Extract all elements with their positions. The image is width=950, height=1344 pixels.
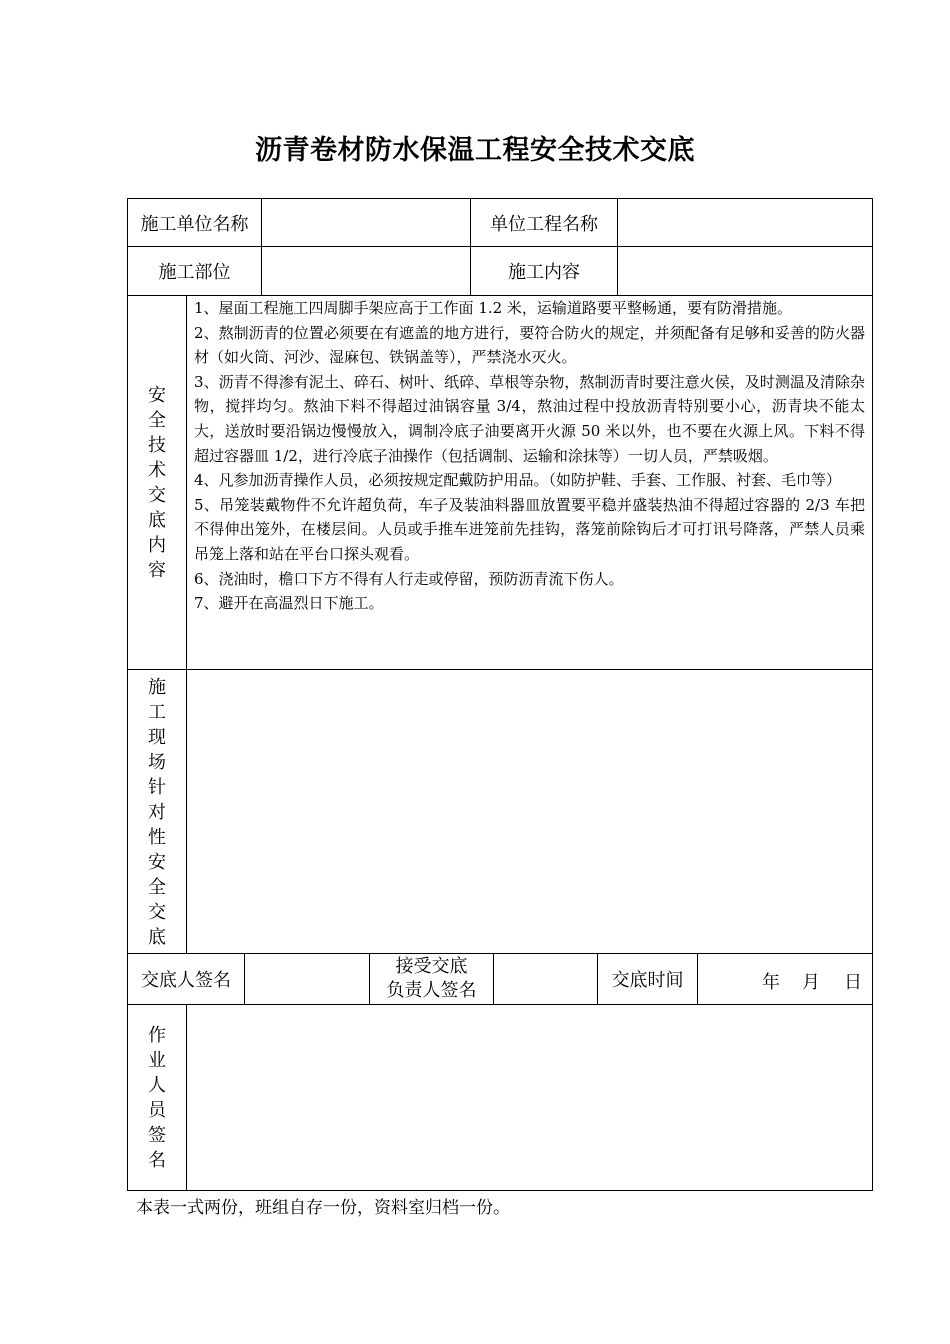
unit-name-field[interactable] (262, 199, 470, 246)
safety-item: 6、浇油时，檐口下方不得有人行走或停留，预防沥青流下伤人。 (194, 569, 624, 588)
date-day: 日 (844, 972, 862, 993)
site-safety-field[interactable] (187, 670, 872, 953)
giver-signature-label: 交底人签名 (141, 970, 231, 991)
project-name-field[interactable] (618, 199, 872, 246)
handover-date-field[interactable] (762, 968, 862, 994)
handover-time-label: 交底时间 (611, 970, 684, 991)
receiver-signature-label (370, 954, 493, 1004)
safety-item: 7、避开在高温烈日下施工。 (194, 594, 384, 613)
document-title: 沥青卷材防水保温工程安全技术交底 (255, 135, 695, 166)
project-name-label: 单位工程名称 (490, 213, 598, 235)
construction-content-field[interactable] (618, 247, 872, 295)
safety-item: 2、熬制沥青的位置必须要在有遮盖的地方进行，要符合防火的规定，并须配备有足够和妥善的防火器材（如火筒、河沙、湿麻包、铁锅盖等），严禁浇水灭火。 (194, 323, 865, 367)
safety-item: 5、吊笼装戴物件不允许超负荷，车子及装油料器皿放置要平稳并盛装热油不得超过容器的 2/3 车把不得伸出笼外，在楼层间。人员或手推车进笼前先挂钩，落笼前除钩后才可打讯号降落，严禁人员乘吊笼上落和站在平台口探头观看。 (194, 495, 865, 563)
site-safety-label: 施工现场针对性安全交底 (148, 676, 166, 948)
safety-content-label: 安全技术交底内容 (148, 384, 166, 581)
footer-note: 本表一式两份，班组自存一份，资料室归档一份。 (136, 1198, 510, 1218)
receiver-signature-field[interactable] (494, 954, 597, 1004)
unit-name-label: 施工单位名称 (140, 213, 249, 235)
col-divider (697, 953, 698, 1004)
workers-signature-field[interactable] (187, 1005, 872, 1190)
date-year: 年 (762, 972, 780, 993)
safety-item: 3、沥青不得渗有泥土、碎石、树叶、纸碎、草根等杂物，熬制沥青时要注意火侯，及时测温及清除杂物，搅拌均匀。熬油下料不得超过油锅容量 3/4，熬油过程中投放沥青特别要小心，沥青块不能太大，送放时要沿锅边慢慢放入，调制冷底子油要离开火源 50 米以外，也不要在火源上风。下料不得超过容器皿 1/2，进行冷底子油操作（包括调制、运输和涂抹等）一切人员，严禁吸烟。 (194, 372, 865, 465)
construction-part-label: 施工部位 (158, 262, 231, 283)
safety-content (194, 296, 865, 616)
safety-item: 4、凡参加沥青操作人员，必须按规定配戴防护用品。（如防护鞋、手套、工作服、衬套、毛巾等） (194, 471, 842, 490)
receiver-label-line1: 接受交底 (395, 956, 468, 977)
safety-item: 1、屋面工程施工四周脚手架应高于工作面 1.2 米，运输道路要平整畅通，要有防滑措施。 (194, 299, 792, 317)
workers-signature-label: 作业人员签名 (148, 1024, 166, 1171)
construction-content-label: 施工内容 (508, 262, 580, 283)
construction-part-field[interactable] (262, 247, 470, 295)
date-month: 月 (802, 972, 820, 993)
receiver-label-line2: 负责人签名 (386, 980, 477, 1001)
giver-signature-field[interactable] (245, 954, 369, 1004)
